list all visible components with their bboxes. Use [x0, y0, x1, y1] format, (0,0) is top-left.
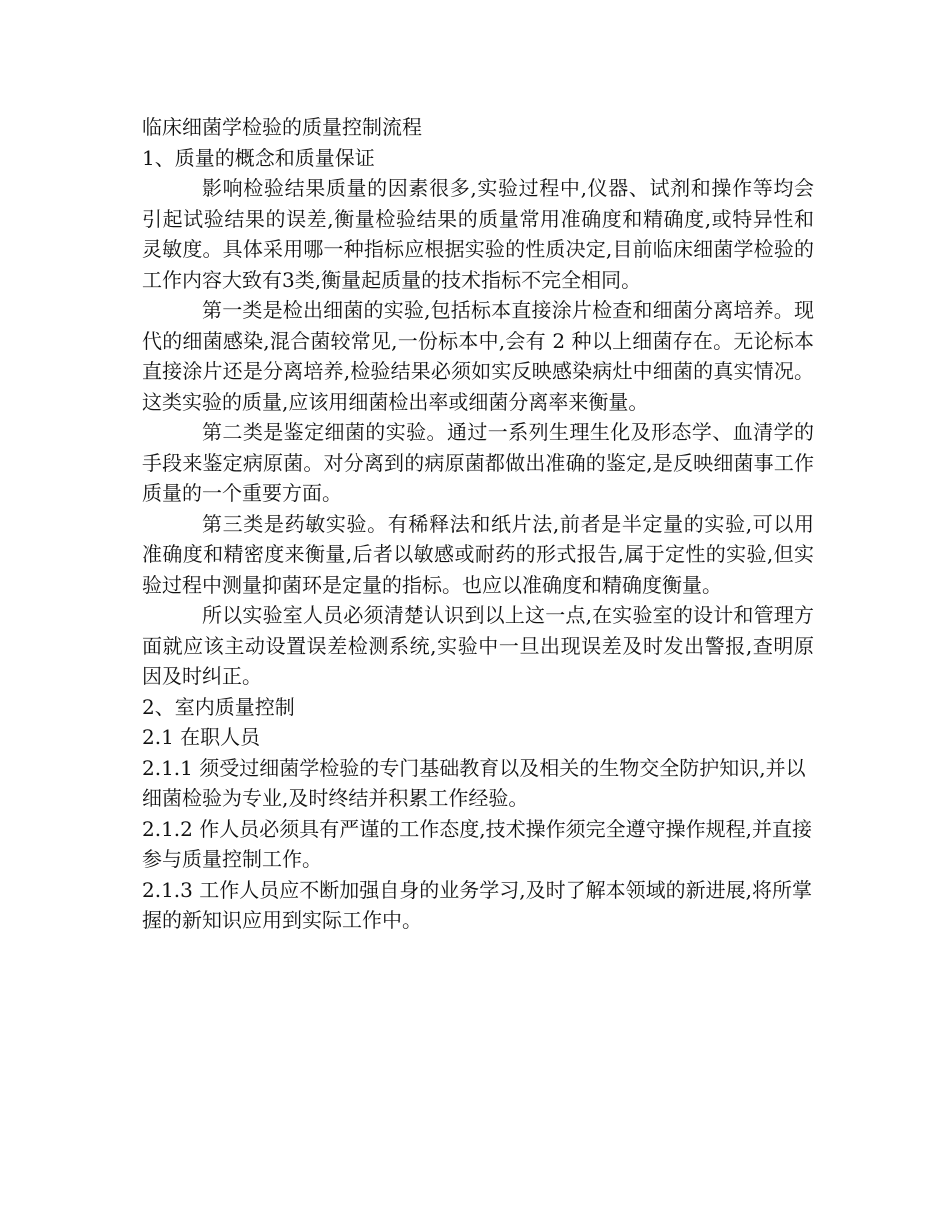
- document-title: 临床细菌学检验的质量控制流程: [142, 115, 422, 139]
- paragraph-1: 影响检验结果质量的因素很多,实验过程中,仪器、试剂和操作等均会引起试验结果的误差,衡量检验结果的质量常用准确度和精确度,或特异性和灵敏度。具体采用哪一种指标应根据实验的性质决定,目前临床细菌学检验的工作内容大致有3类,衡量起质量的技术指标不完全相同。: [142, 176, 814, 292]
- section-1-heading: 1、质量的概念和质量保证: [142, 145, 375, 170]
- document-body: [142, 112, 814, 936]
- paragraph-4: 第三类是药敏实验。有稀释法和纸片法,前者是半定量的实验,可以用准确度和精密度来衡量,后者以敏感或耐药的形式报告,属于定性的实验,但实验过程中测量抑菌环是定量的指标。也应以准确度和精确度衡量。: [142, 511, 814, 597]
- item-2-1-3: 2.1.3 工作人员应不断加强自身的业务学习,及时了解本领域的新进展,将所掌握的新知识应用到实际工作中。: [142, 877, 812, 932]
- item-2-1-2: 2.1.2 作人员必须具有严谨的工作态度,技术操作须完全遵守操作规程,并直接参与质量控制工作。: [142, 816, 812, 871]
- paragraph-5: 所以实验室人员必须清楚认识到以上这一点,在实验室的设计和管理方面就应该主动设置误差检测系统,实验中一旦出现误差及时发出警报,查明原因及时纠正。: [142, 603, 814, 688]
- paragraph-2: 第一类是检出细菌的实验,包括标本直接涂片检查和细菌分离培养。现代的细菌感染,混合菌较常见,一份标本中,会有 2 种以上细菌存在。无论标本直接涂片还是分离培养,检验结果必须如实反映感染病灶中细菌的真实情况。这类实验的质量,应该用细菌检出率或细菌分离率来衡量。: [142, 298, 814, 414]
- item-2-1-1: 2.1.1 须受过细菌学检验的专门基础教育以及相关的生物交全防护知识,并以细菌检验为专业,及时终结并积累工作经验。: [142, 755, 806, 810]
- section-2-heading: 2、室内质量控制: [142, 694, 295, 719]
- section-2-1-heading: 2.1 在职人员: [142, 725, 261, 749]
- paragraph-3: 第二类是鉴定细菌的实验。通过一系列生理生化及形态学、血清学的手段来鉴定病原菌。对分离到的病原菌都做出准确的鉴定,是反映细菌事工作质量的一个重要方面。: [142, 420, 814, 505]
